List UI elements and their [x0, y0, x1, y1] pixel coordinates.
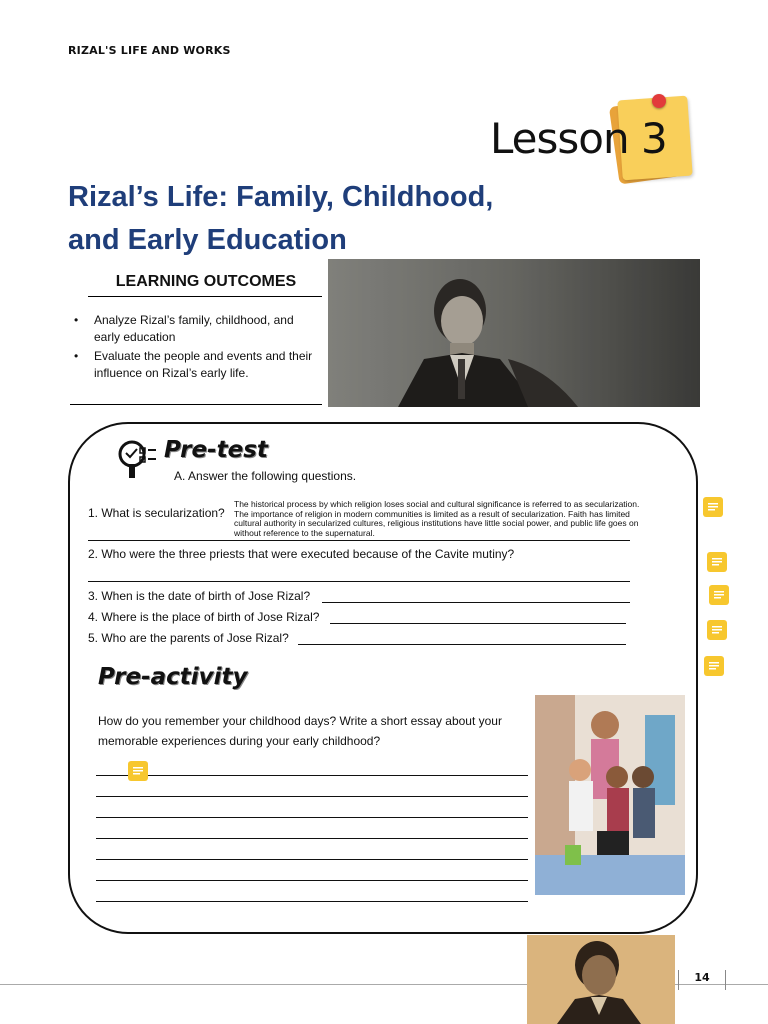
adult-rizal-photo [527, 935, 675, 1024]
essay-line[interactable] [96, 880, 528, 881]
answer-line[interactable] [322, 602, 630, 603]
comment-icon[interactable] [707, 552, 727, 572]
preactivity-prompt: How do you remember your childhood days? Write a short essay about your memorable experiences during your early childhood? [98, 714, 502, 748]
comment-icon[interactable] [709, 585, 729, 605]
page-title [68, 176, 508, 262]
preactivity-title: Pre-activity [98, 664, 248, 690]
lesson-badge [488, 92, 698, 192]
page-number: 14 [678, 970, 726, 990]
question-4: 4. Where is the place of birth of Jose Rizal? [88, 610, 320, 624]
checklist-icon [118, 436, 158, 482]
young-rizal-photo [328, 259, 700, 407]
learning-outcomes-list [70, 312, 320, 384]
answer-1[interactable]: The historical process by which religion loses social and cultural significance is referred to as secularization. The importance of religion in modern communities is limited as a result of secularization. Faith has limited cultural authority in secularized cultures, religious institutions have little social power, and public life goes on without reference to the supernatural. [234, 499, 640, 538]
question-5: 5. Who are the parents of Jose Rizal? [88, 631, 289, 645]
comment-icon[interactable] [703, 497, 723, 517]
answer-line[interactable] [88, 540, 630, 541]
essay-line[interactable] [96, 838, 528, 839]
title-line-1: Rizal’s Life: Family, Childhood, [68, 181, 494, 213]
title-line-2: and Early Education [68, 224, 347, 256]
comment-icon[interactable] [128, 761, 148, 781]
children-photo [535, 695, 685, 895]
learning-outcomes-heading: LEARNING OUTCOMES [115, 273, 297, 290]
lesson-heading [490, 114, 667, 163]
divider [70, 404, 322, 405]
question-3: 3. When is the date of birth of Jose Rizal? [88, 589, 311, 603]
answer-line[interactable] [88, 581, 630, 582]
course-header: RIZAL'S LIFE AND WORKS [68, 44, 231, 57]
answer-line[interactable] [298, 644, 626, 645]
pretest-instruction: A. Answer the following questions. [174, 469, 357, 483]
essay-line[interactable] [96, 859, 528, 860]
outcome-item: • Evaluate the people and events and their influence on Rizal’s early life. [70, 348, 320, 382]
essay-line[interactable] [96, 775, 528, 776]
heading-underline [88, 296, 322, 297]
pushpin-icon [652, 94, 666, 108]
question-2: 2. Who were the three priests that were executed because of the Cavite mutiny? [88, 547, 515, 561]
comment-icon[interactable] [704, 656, 724, 676]
pretest-title: Pre-test [164, 437, 268, 463]
comment-icon[interactable] [707, 620, 727, 640]
answer-line[interactable] [330, 623, 626, 624]
lesson-label: Lesson [490, 114, 629, 163]
lesson-number: 3 [640, 114, 667, 163]
essay-line[interactable] [96, 796, 528, 797]
outcome-item: • Analyze Rizal’s family, childhood, and early education [70, 312, 320, 346]
essay-line[interactable] [96, 901, 528, 902]
question-1: 1. What is secularization? [88, 506, 225, 520]
essay-line[interactable] [96, 817, 528, 818]
